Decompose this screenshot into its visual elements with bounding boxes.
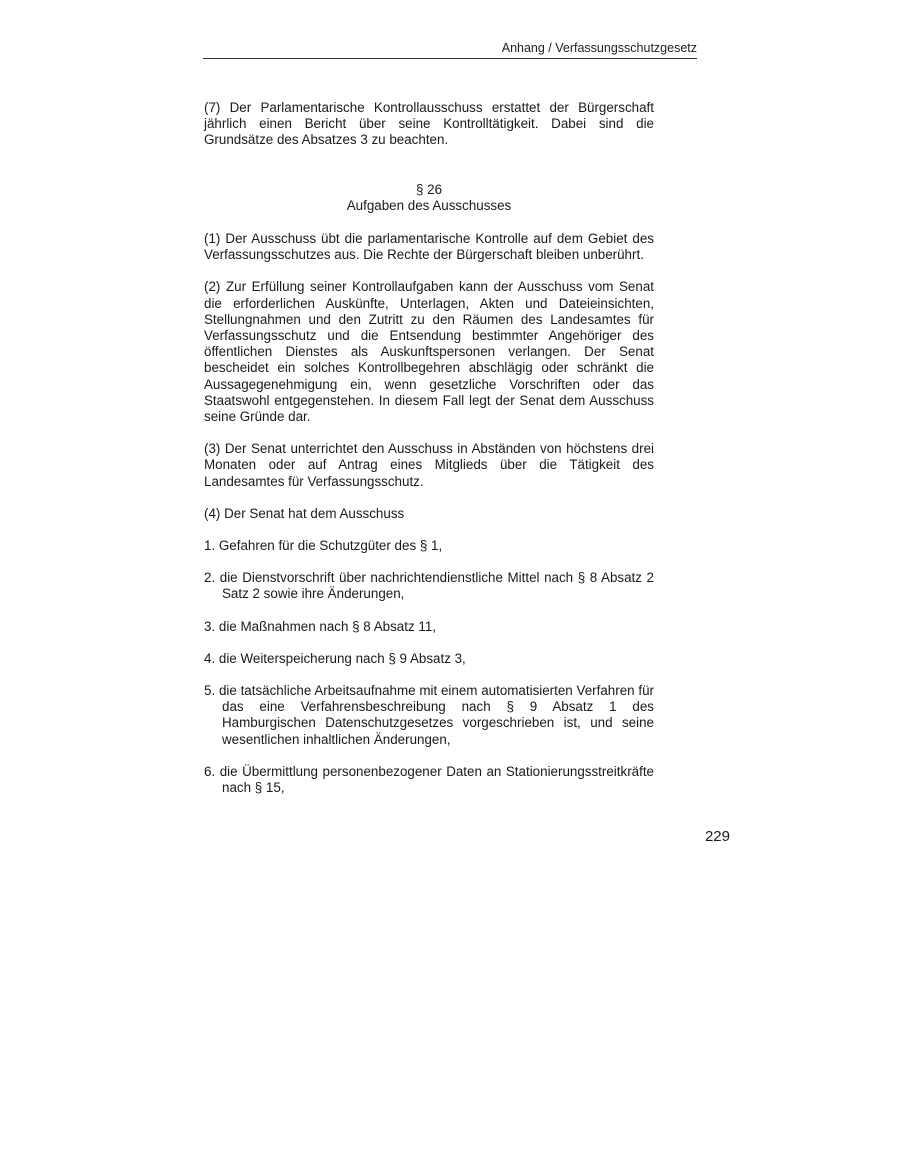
spacer [204,667,654,683]
spacer [204,522,654,538]
subsection-1: (1) Der Ausschuss übt die parlamentarische Kontrolle auf dem Gebiet des Verfassungsschutzes aus. Die Rechte der Bürgerschaft bleiben unberührt. [204,231,654,263]
spacer [204,603,654,619]
spacer [204,748,654,764]
section-title: Aufgaben des Ausschusses [346,197,512,213]
list-item-4: 4. die Weiterspeicherung nach § 9 Absatz 3, [204,650,466,666]
list-item-5: 5. die tatsächliche Arbeitsaufnahme mit einem automatisierten Verfahren für das eine Verfahrensbeschreibung nach § 9 Absatz 1 des Hamburgischen Datenschutzgesetzes vorgeschrieben ist, und seine wesentlichen inhaltlichen Änderungen, [204,683,654,747]
spacer [204,425,654,441]
page-number: 229 [704,828,730,845]
spacer [204,214,654,231]
header-rule [203,58,697,59]
spacer [204,149,654,182]
spacer [204,490,654,506]
subsection-3: (3) Der Senat unterrichtet den Ausschuss in Abständen von höchstens drei Monaten oder auf Antrag eines Mitglieds über die Tätigkeit des Landesamtes für Verfassungsschutz. [204,441,654,489]
list-item-3: 3. die Maßnahmen nach § 8 Absatz 11, [204,618,437,634]
spacer [204,554,654,570]
paragraph-7: (7) Der Parlamentarische Kontrollausschuss erstattet der Bürgerschaft jährlich einen Bericht über seine Kontrolltätigkeit. Dabei sind die Grundsätze des Absatzes 3 zu beachten. [204,100,654,148]
list-item-6: 6. die Übermittlung personenbezogener Daten an Stationierungsstreitkräfte nach § 15, [204,763,654,796]
list-item-1: 1. Gefahren für die Schutzgüter des § 1, [204,538,443,554]
spacer [204,263,654,279]
list-item-2: 2. die Dienstvorschrift über nachrichtendienstliche Mittel nach § 8 Absatz 2 Satz 2 sowie ihre Änderungen, [204,570,654,602]
spacer [204,635,654,651]
section-number: § 26 [415,181,443,197]
subsection-2: (2) Zur Erfüllung seiner Kontrollaufgaben kann der Ausschuss vom Senat die erforderlichen Auskünfte, Unterlagen, Akten und Dateieinsichten, Stellungnahmen und den Zutritt zu den Räumen des Landesamtes für Verfassungsschutz und die Entsendung bestimmter Angehöriger des öffentlichen Dienstes als Auskunftspersonen verlangen. Der Senat bescheidet ein solches Kontrollbegehren abschlägig oder schränkt die Aussagegenehmigung ein, wenn gesetzliche Vorschriften oder das Staatswohl entgegenstehen. In diesem Fall legt der Senat dem Ausschuss seine Gründe dar. [204,279,654,425]
subsection-4: (4) Der Senat hat dem Ausschuss [204,505,405,521]
running-header: Anhang / Verfassungsschutzgesetz [501,41,697,55]
page-body [204,100,654,796]
